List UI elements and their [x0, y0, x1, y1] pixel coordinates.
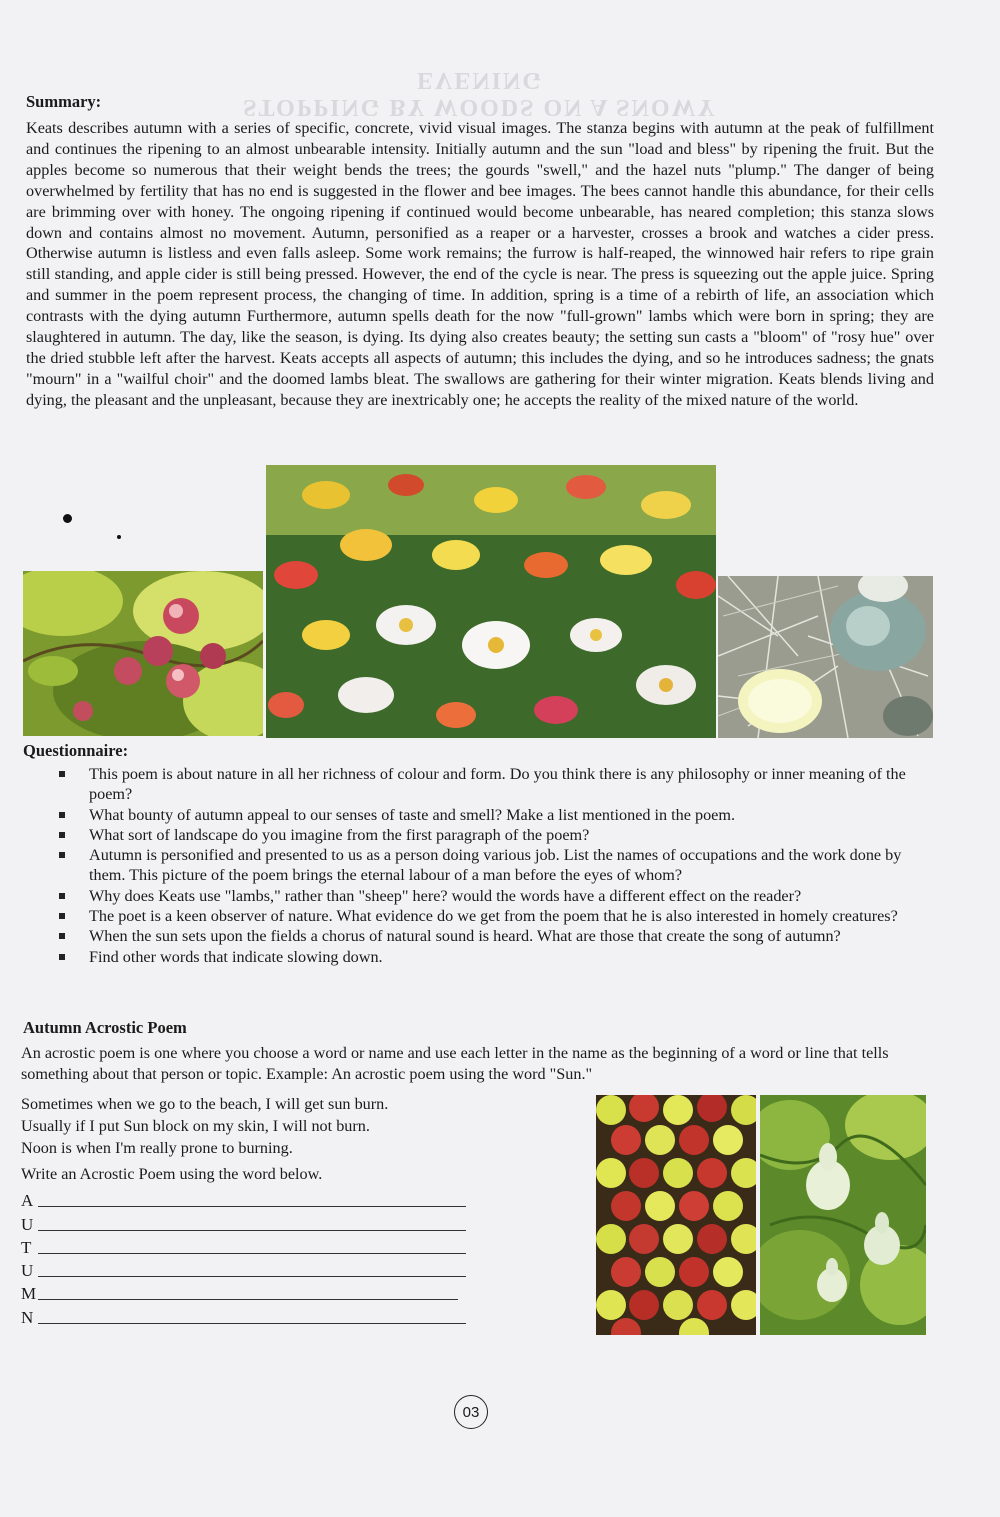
- question-item: Why does Keats use "lambs," rather than "sheep" here? would the words have a different effect on the reader?: [58, 886, 934, 906]
- answer-line[interactable]: [38, 1275, 466, 1277]
- flowers-photo: [266, 465, 716, 738]
- question-item: Autumn is personified and presented to us as a person doing various job. List the names of occupations and the work done by them. This picture of the poem brings the eternal labour of a man before the eyes of whom?: [58, 845, 934, 886]
- example-line: Usually if I put Sun block on my skin, I will not burn.: [21, 1117, 370, 1135]
- summary-heading: Summary:: [26, 92, 102, 111]
- answer-line[interactable]: [38, 1322, 466, 1324]
- question-item: Find other words that indicate slowing down.: [58, 947, 934, 967]
- answer-row: [21, 1210, 466, 1233]
- answer-row: [21, 1303, 466, 1326]
- question-list: [58, 764, 934, 967]
- answer-row: [21, 1234, 466, 1257]
- answer-line[interactable]: [38, 1298, 458, 1300]
- summary-paragraph: Keats describes autumn with a series of specific, concrete, vivid visual images. The stanza begins with autumn at the peak of fulfillment and continues the ripening to an almost unbearable intensity. Initially autumn and the sun "load and bless" by ripening the fruit. But the apples become so numerous that their weight bends the trees; the gourds "swell," and the hazel nuts "plump." The danger of being overwhelmed by fertility that has no end is suggested in the flower and bee images. The bees cannot handle this abundance, for their cells are brimming over with honey. The ongoing ripening if continued would become unbearable, has neared completion; this stanza slows down and contains almost no movement. Autumn, personified as a reaper or a harvester, crosses a brook and watches a cider press. Otherwise autumn is listless and even falls asleep. Some work remains; the furrow is half-reaped, the winnowed hair refers to ripe grain still standing, and apple cider is still being pressed. However, the end of the cycle is near. The press is squeezing out the apple juice. Spring and summer in the poem represent process, the changing of time. In addition, spring is a time of a rebirth of life, an association which contrasts with the dying autumn Furthermore, autumn spells death for the now "full-grown" lambs which were born in spring; they are slaughtered in autumn. The day, like the season, is dying. Its dying also creates beauty; the setting sun casts a "bloom" of "rosy hue" over the dried stubble left after the harvest. Keats accepts all aspects of autumn; this includes the dying, and so he introduces sadness; the gnats "mourn" in a "wailful choir" and the doomed lambs bleat. The swallows are gathering for their winter migration. Keats blends living and dying, the pleasant and the unpleasant, because they are inextricably one; he accepts the reality of the mixed nature of the world.: [26, 119, 934, 409]
- pumpkins-photo: [718, 576, 933, 738]
- answer-line[interactable]: [38, 1252, 466, 1254]
- acrostic-letter: M: [21, 1284, 37, 1304]
- apple-tree-photo: [23, 571, 263, 736]
- acrostic-example: [21, 1093, 388, 1159]
- ink-speck: [117, 535, 121, 539]
- answer-line[interactable]: [38, 1205, 466, 1207]
- apples-pile-photo: [596, 1095, 756, 1335]
- answer-row: [21, 1257, 466, 1280]
- acrostic-heading: Autumn Acrostic Poem: [23, 1018, 187, 1037]
- acrostic-letter: N: [21, 1307, 34, 1327]
- acrostic-letter: U: [21, 1214, 34, 1234]
- answer-row: [21, 1280, 466, 1303]
- acrostic-intro: An acrostic poem is one where you choose a word or name and use each letter in the name as the beginning of a word or line that tells something about that person or topic. Example: An acrostic poem using the word "Sun.": [21, 1044, 889, 1083]
- example-line: Sometimes when we go to the beach, I will get sun burn.: [21, 1095, 389, 1113]
- question-item: What sort of landscape do you imagine from the first paragraph of the poem?: [58, 825, 934, 845]
- page-number: 03: [454, 1395, 488, 1429]
- acrostic-answer-lines: [21, 1187, 466, 1327]
- write-instruction: Write an Acrostic Poem using the word below.: [21, 1165, 323, 1183]
- ink-speck: [63, 514, 72, 523]
- question-item: This poem is about nature in all her richness of colour and form. Do you think there is any philosophy or inner meaning of the poem?: [58, 764, 934, 805]
- acrostic-letter: U: [21, 1261, 34, 1281]
- answer-row: [21, 1187, 466, 1210]
- question-item: When the sun sets upon the fields a chorus of natural sound is heard. What are those that create the song of autumn?: [58, 926, 934, 946]
- example-line: Noon is when I'm really prone to burning.: [21, 1139, 293, 1157]
- bleed-through-title: STOPPING BY WOODS ON A SNOWY EVENING: [243, 67, 717, 120]
- answer-line[interactable]: [38, 1229, 466, 1231]
- question-item: What bounty of autumn appeal to our senses of taste and smell? Make a list mentioned in the poem.: [58, 805, 934, 825]
- acrostic-letter: T: [21, 1237, 32, 1257]
- acrostic-letter: A: [21, 1191, 34, 1211]
- gourds-photo: [760, 1095, 926, 1335]
- question-item: The poet is a keen observer of nature. What evidence do we get from the poem that he is also interested in homely creatures?: [58, 906, 934, 926]
- questionnaire-heading: Questionnaire:: [23, 741, 129, 760]
